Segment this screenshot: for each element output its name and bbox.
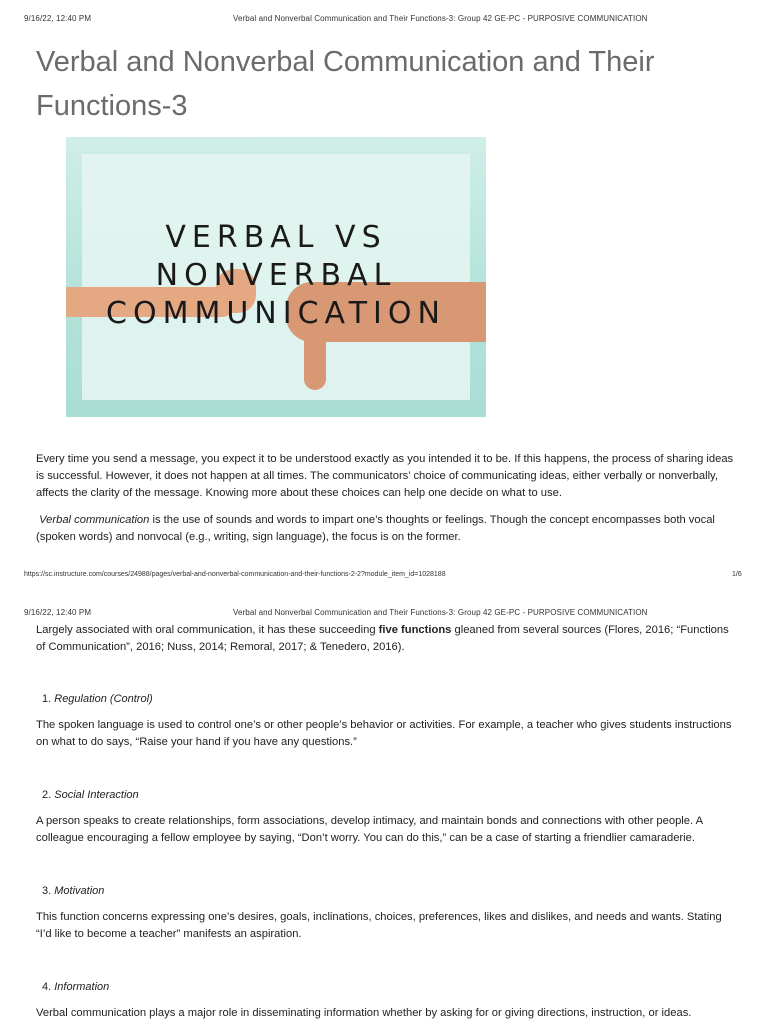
verbal-definition-text: is the use of sounds and words to impart one’s thoughts or feelings. Though the concept encompasses both vocal (spoken words) and nonvocal (e.g., writing, sign language), the focus is on the former. xyxy=(36,514,715,543)
function-label: Information xyxy=(54,981,110,993)
function-text: A person speaks to create relationships, form associations, develop intimacy, and maintain bonds and connections with other people. A colleague encouraging a fellow employee by saying, “Don’t worry. You can do this,” can be a case of starting a friendlier camaraderie. xyxy=(36,815,703,844)
function-number: 1. xyxy=(42,693,52,705)
functions-intro-paragraph xyxy=(36,622,736,656)
print-footer-url: https://sc.instructure.com/courses/24988/pages/verbal-and-nonverbal-communication-and-their-functions-2-2?module_item_id=1028188 xyxy=(24,571,446,578)
functions-intro-sources: gleaned from several sources (Flores, 2016; “Functions of Communication”, 2016; Nuss, 2014; Remoral, 2017; & Tenedero, 2016). xyxy=(36,624,729,653)
function-label: Motivation xyxy=(54,885,105,897)
hero-caption xyxy=(66,219,486,333)
hero-line-1: VERBAL VS xyxy=(165,220,387,255)
intro-paragraph: Every time you send a message, you expect it to be understood exactly as you intended it to be. If this happens, the process of sharing ideas is successful. However, it does not happen at all times. The communicators’ choice of communicating ideas, either verbally or nonverbally, affects the clarity of the message. Knowing more about these choices can help one decide on what to use. xyxy=(36,453,734,499)
function-heading xyxy=(42,693,153,705)
print-header-title: Verbal and Nonverbal Communication and Their Functions-3: Group 42 GE-PC - PURPOSIVE COMMUNICATION xyxy=(233,14,648,23)
print-header-date: 9/16/22, 12:40 PM xyxy=(24,14,92,23)
function-text: The spoken language is used to control one’s or other people’s behavior or activities. For example, a teacher who gives students instructions on what to do says, “Raise your hand if you have any questions.” xyxy=(36,719,732,748)
right-thumb-shape xyxy=(304,332,326,390)
functions-intro-text: Largely associated with oral communication, it has these succeeding xyxy=(36,624,379,636)
print-header-date-2: 9/16/22, 12:40 PM xyxy=(24,608,92,617)
function-number: 4. xyxy=(42,981,52,993)
function-label: Social Interaction xyxy=(54,789,139,801)
function-number: 2. xyxy=(42,789,52,801)
hero-image xyxy=(66,137,486,417)
verbal-communication-term: Verbal communication xyxy=(39,514,150,526)
print-header-title-2: Verbal and Nonverbal Communication and Their Functions-3: Group 42 GE-PC - PURPOSIVE COMMUNICATION xyxy=(233,608,648,617)
page-title: Verbal and Nonverbal Communication and Their Functions-3 xyxy=(36,46,655,122)
verbal-definition-paragraph xyxy=(36,512,736,546)
function-heading xyxy=(42,885,104,897)
function-text: Verbal communication plays a major role in disseminating information whether by asking for or giving directions, instruction, or ideas. xyxy=(36,1007,692,1019)
function-label: Regulation (Control) xyxy=(54,693,153,705)
print-footer-page: 1/6 xyxy=(732,571,742,578)
hero-line-3: COMMUNICATION xyxy=(106,296,446,331)
function-text: This function concerns expressing one’s desires, goals, inclinations, choices, preferences, likes and dislikes, and needs and wants. Stating “I’d like to become a teacher” manifests an aspiration. xyxy=(36,911,722,940)
function-number: 3. xyxy=(42,885,52,897)
function-heading xyxy=(42,981,109,993)
function-heading xyxy=(42,789,139,801)
hero-line-2: NONVERBAL xyxy=(155,258,397,293)
five-functions-bold: five functions xyxy=(378,624,452,636)
